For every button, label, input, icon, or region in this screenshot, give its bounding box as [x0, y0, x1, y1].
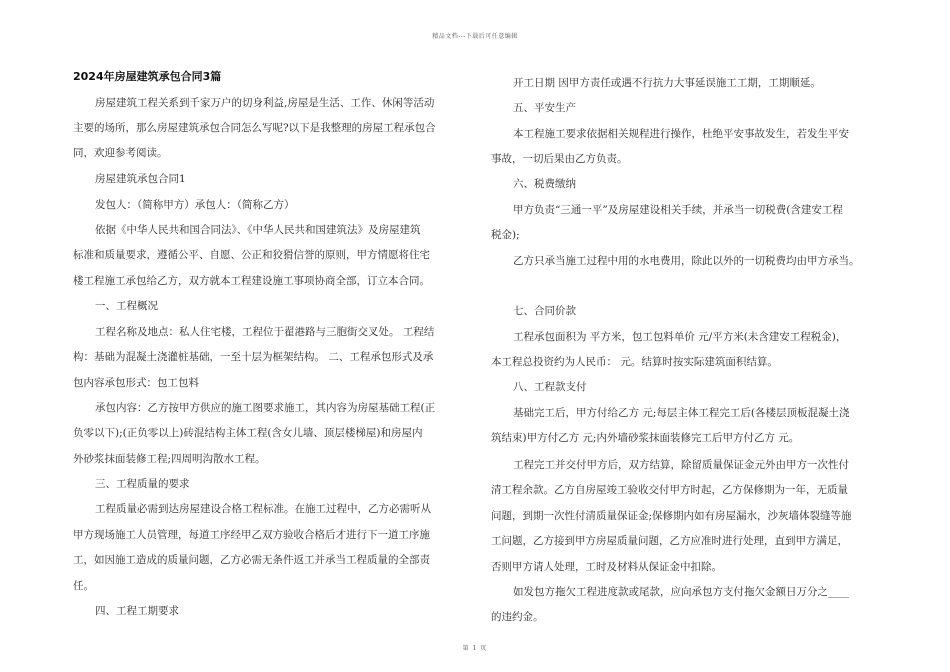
- right-column-text-line: 八、工程款支付: [513, 381, 587, 393]
- left-column-text-line: 三、工程质量的要求: [95, 478, 190, 490]
- right-column-text-line: 的违约金。: [491, 611, 544, 623]
- right-column-text-line: 清工程余款。乙方自房屋竣工验收交付甲方时起，乙方保修期为一年，无质量: [491, 484, 848, 496]
- left-column-text-line: 外砂浆抹面装修工程;四周明沟散水工程。: [73, 453, 266, 465]
- left-column-text-line: 主要的场所，那么房屋建筑承包合同怎么写呢?以下是我整理的房屋工程承包合: [73, 122, 436, 134]
- left-column-text-line: 承包内容：乙方按甲方供应的施工图要求施工，其内容为房屋基础工程(正: [95, 402, 436, 414]
- document-title: 2024年房屋建筑承包合同3篇: [73, 70, 222, 83]
- right-column-text-line: 乙方只承当施工过程中用的水电费用，除此以外的一切税费均由甲方承当。: [513, 255, 860, 267]
- right-column-text-line: 事故，一切后果由乙方负责。: [491, 153, 628, 165]
- left-column-text-line: 构：基础为混凝土浇灌桩基础，一至十层为框架结构。 二、工程承包形式及承: [73, 351, 434, 363]
- right-column-text-line: 工程承包面积为 平方米，包工包料单价 元/平方米(未含建安工程税金)，: [513, 331, 847, 343]
- right-column-text-line: 六、税费缴纳: [513, 178, 576, 190]
- right-column-text-line: 开工日期 因甲方责任或遇不行抗力大事延误施工工期，工期顺延。: [513, 77, 821, 89]
- left-column-text-line: 同，欢迎参考阅读。: [73, 147, 168, 159]
- right-column-text-line: 筑结束)甲方付乙方 元;内外墙砂浆抹面装修完工后甲方付乙方 元。: [491, 432, 800, 444]
- left-column-text-line: 负零以下);(正负零以上)砖混结构主体工程(含女儿墙、顶层楼梯屋)和房屋内: [73, 427, 423, 439]
- left-column-text-line: 标准和质量要求，遵循公平、自愿、公正和狡猾信誉的原则，甲方情愿将住宅: [73, 249, 430, 261]
- right-column-text-line: 否则甲方请人处理，工时及材料从保证金中扣除。: [491, 561, 722, 573]
- right-column-text-line: 五、平安生产: [513, 102, 576, 114]
- page-number: 第 1 页: [462, 645, 488, 652]
- left-column-text-line: 包内容承包形式：包工包料: [73, 377, 199, 389]
- left-column-text-line: 工程名称及地点：私人住宅楼，工程位于翟港路与三胞街交叉处。 工程结: [95, 326, 435, 338]
- left-column-text-line: 一、工程概况: [95, 300, 158, 312]
- left-column-text-line: 楼工程施工承包给乙方，双方就本工程建设施工事项协商全部，订立本合同。: [73, 275, 430, 287]
- right-column-text-line: 工问题，乙方接到甲方房屋质量问题，乙方应准时进行处理，直到甲方满足，: [491, 535, 848, 547]
- left-column-text-line: 四、工程工期要求: [95, 605, 179, 617]
- left-column-text-line: 房屋建筑承包合同1: [95, 173, 186, 185]
- right-column-text-line: 七、合同价款: [513, 305, 576, 317]
- left-column-text-line: 工，如因施工造成的质量问题，乙方必需无条件返工并承当工程质量的全部责: [73, 554, 430, 566]
- left-column-text-line: 房屋建筑工程关系到千家万户的切身利益,房屋是生活、工作、休闲等活动: [95, 97, 435, 109]
- right-column-text-line: 工程完工并交付甲方后，双方结算，除留质量保证金元外由甲方一次性付: [513, 459, 849, 471]
- left-column-text-line: 发包人：（简称甲方）承包人：（简称乙方）: [95, 199, 295, 211]
- left-column-text-line: 工程质量必需到达房屋建设合格工程标准。在施工过程中，乙方必需听从: [95, 503, 431, 515]
- right-column-text-line: 如发包方拖欠工程进度款或尾款，应向承包方支付拖欠金额日万分之____: [513, 586, 849, 598]
- right-column-text-line: 问题，到期一次性付清质量保证金;保修期内如有房屋漏水，沙灰墙体裂缝等施: [491, 510, 852, 522]
- header-note: 精品文档---下载后可任意编辑: [432, 33, 518, 40]
- right-column-text-line: 本工程总投资约为人民币： 元。结算时按实际建筑面积结算。: [491, 356, 778, 368]
- right-column-text-line: 本工程施工要求依据相关规程进行操作，杜绝平安事故发生，若发生平安: [513, 128, 849, 140]
- left-column-text-line: 甲方现场施工人员管理，每道工序经甲乙双方验收合格后才进行下一道工序施: [73, 529, 430, 541]
- left-column-text-line: 任。: [73, 580, 94, 592]
- right-column-text-line: 税金);: [491, 229, 520, 241]
- left-column-text-line: 依据《中华人民共和国合同法》、《中华人民共和国建筑法》及房屋建筑: [95, 224, 421, 236]
- right-column-text-line: 甲方负责“三通一平”及房屋建设相关手续，并承当一切税费(含建安工程: [513, 204, 843, 216]
- right-column-text-line: 基础完工后，甲方付给乙方 元;每层主体工程完工后(各楼层顶板混凝土浇: [513, 407, 850, 419]
